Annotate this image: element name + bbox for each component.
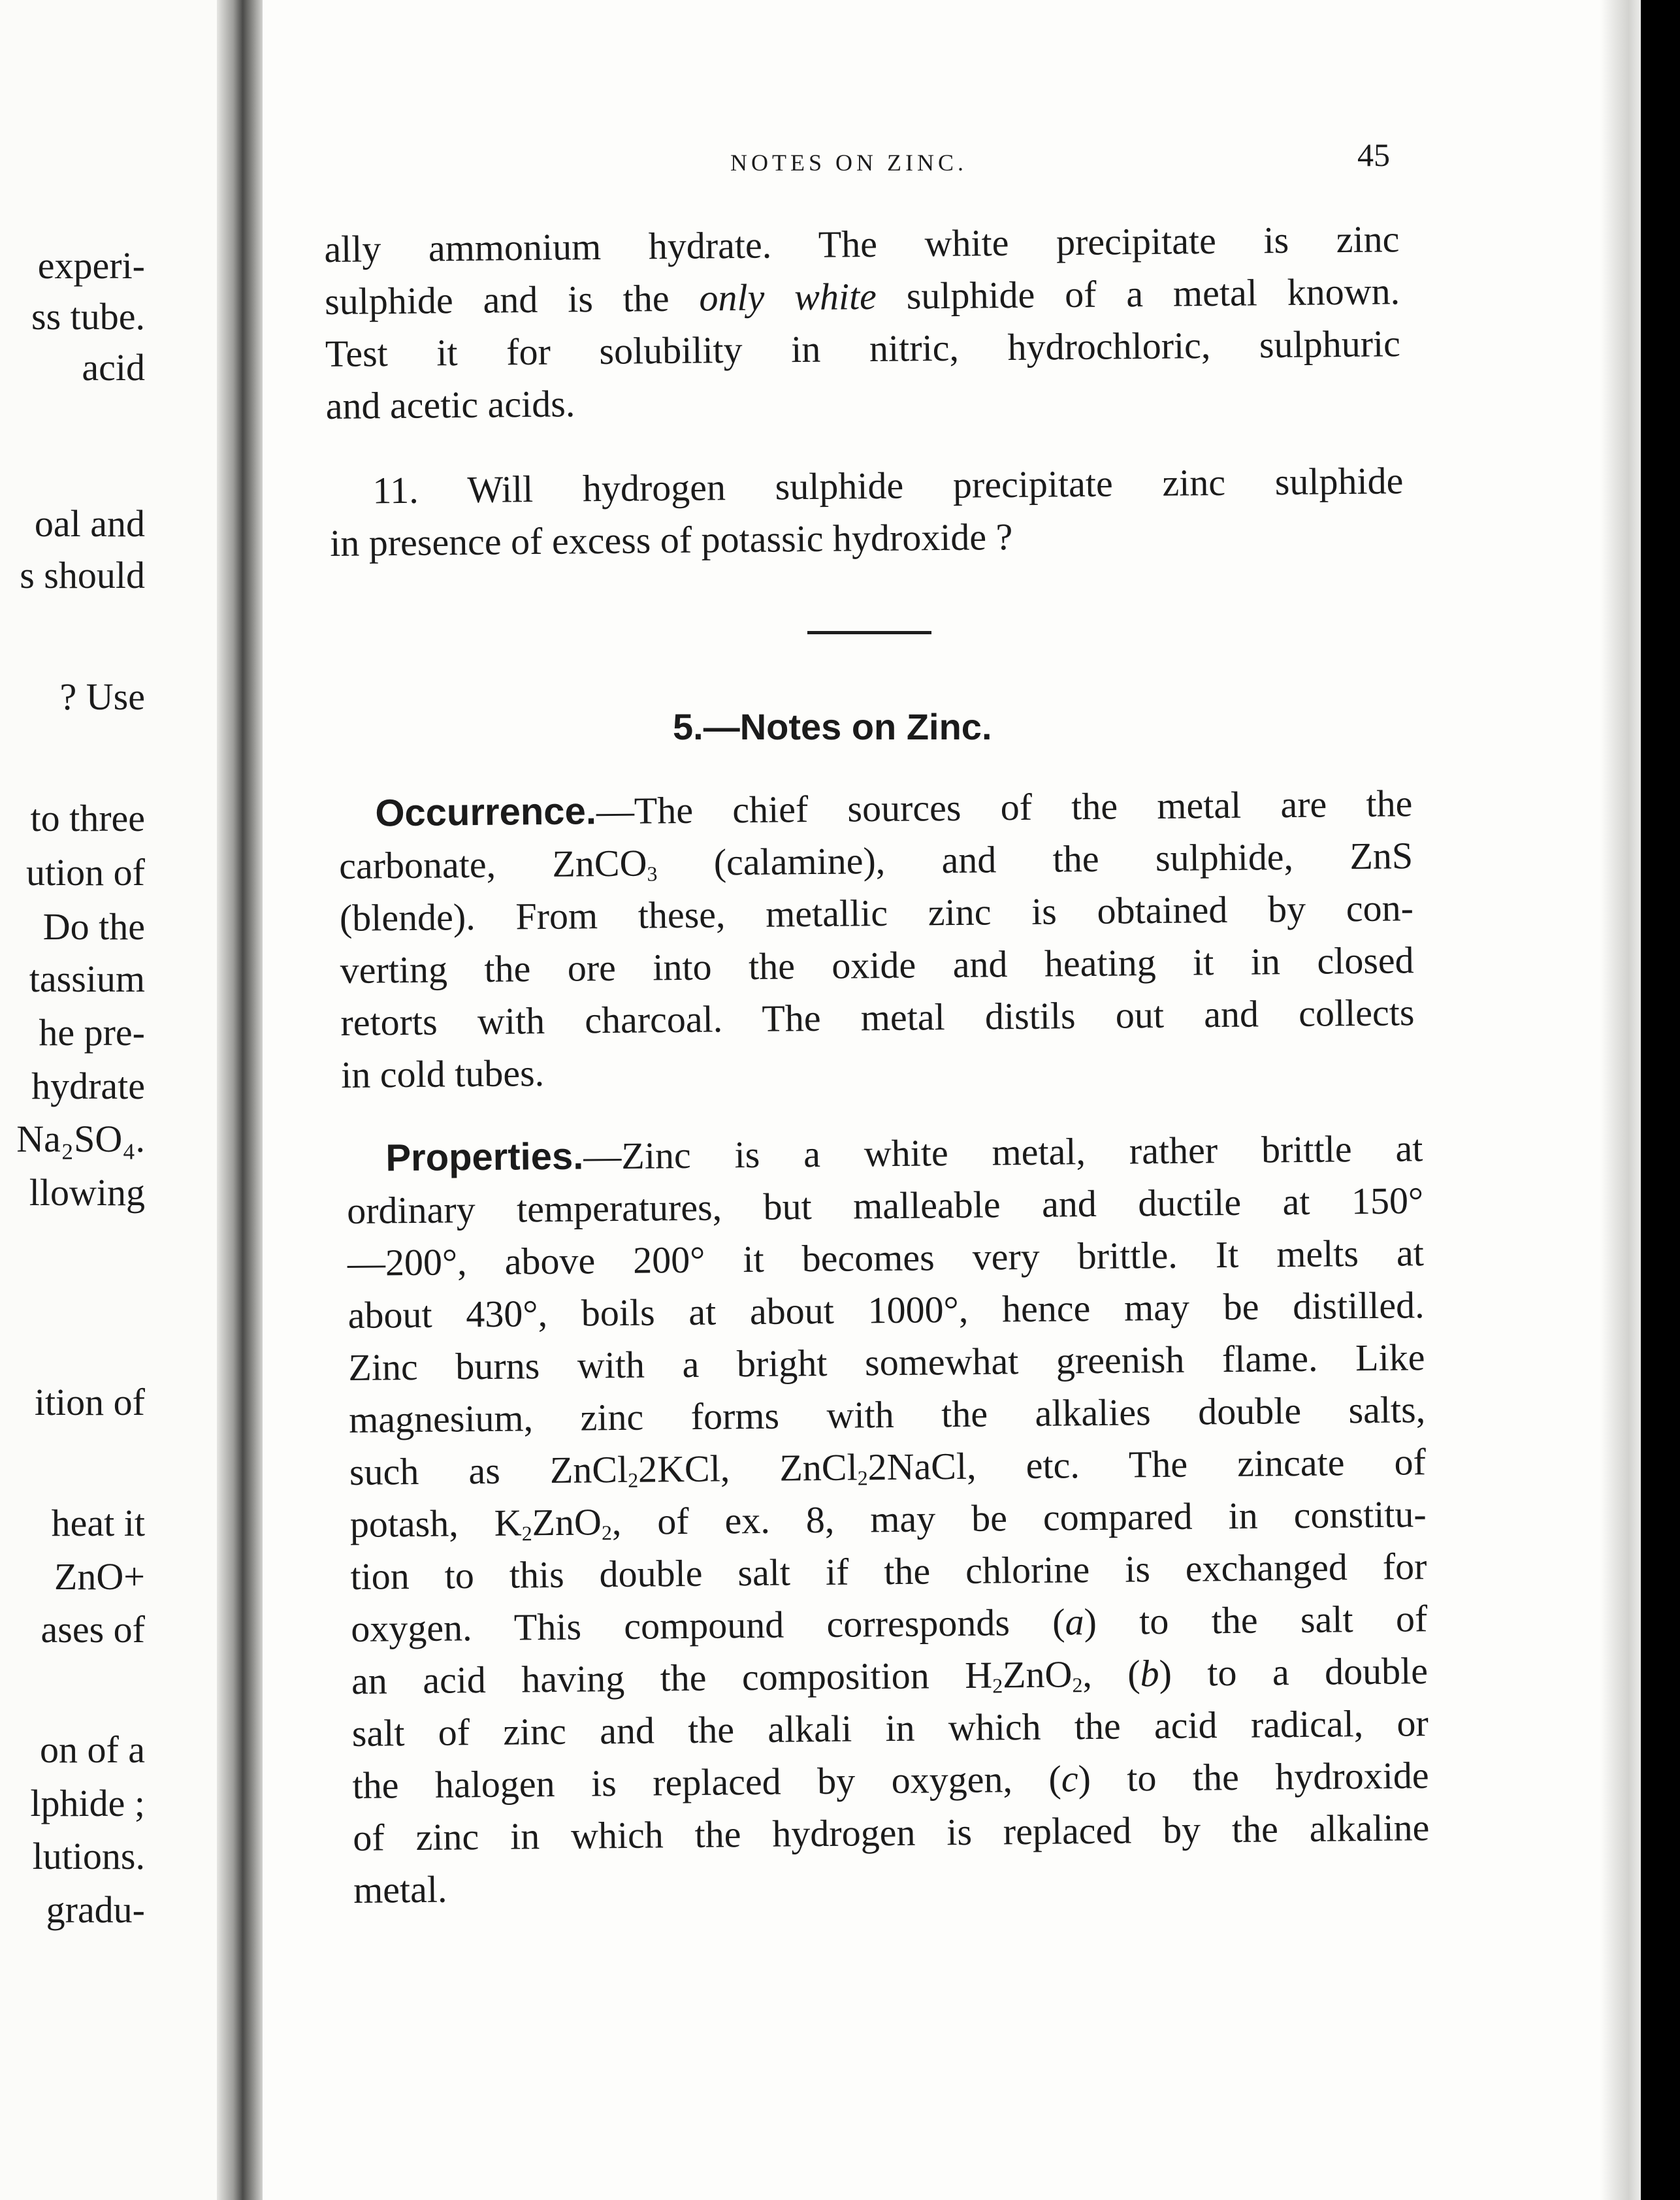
text-line: Properties.—Zinc is a white metal, rather brittle at xyxy=(385,1127,1423,1180)
left-page-line: Na₂SO₄. xyxy=(16,1118,145,1160)
left-page-line: ition of xyxy=(34,1381,145,1423)
text-line: such as ZnCl$_2$2KCl, ZnCl$_2$2NaCl, etc. The zincate of xyxy=(349,1440,1427,1493)
left-page-line: ss tube. xyxy=(31,295,145,338)
book-gutter xyxy=(217,0,264,2200)
left-page-line: ZnO+ xyxy=(54,1555,145,1598)
left-page-line: gradu- xyxy=(46,1888,145,1931)
text-line: verting the ore into the oxide and heating it in closed xyxy=(340,939,1414,992)
section-title: 5.—Notes on Zinc. xyxy=(673,706,992,747)
continuation-paragraph xyxy=(324,213,1401,432)
text-line: Zinc burns with a bright somewhat greenish flame. Like xyxy=(348,1336,1425,1389)
page-number: 45 xyxy=(1357,137,1390,173)
text-line: (blende). From these, metallic zinc is obtained by con- xyxy=(339,886,1414,939)
left-page-line: llowing xyxy=(29,1171,145,1214)
text-line: in presence of excess of potassic hydroxide ? xyxy=(329,515,1013,564)
left-page-line: experi- xyxy=(37,244,145,287)
left-page-line: hydrate xyxy=(31,1065,145,1107)
text-line: retorts with charcoal. The metal distils out and collects xyxy=(340,991,1415,1044)
text-line: and acetic acids. xyxy=(325,382,575,427)
text-line: oxygen. This compound corresponds (a) to the salt of xyxy=(350,1597,1428,1650)
text-line: Test it for solubility in nitric, hydrochloric, sulphuric xyxy=(325,322,1401,375)
emphasis-text: only white xyxy=(699,274,877,319)
text-line: potash, $K_2ZnO_2$, of ex. 8, may be compared in constitu- xyxy=(349,1493,1427,1545)
left-page-line: acid xyxy=(82,346,145,389)
text-line: ally ammonium hydrate. The white precipitate is zinc xyxy=(324,218,1400,270)
text-line: —200°, above 200° it becomes very brittle. It melts at xyxy=(347,1231,1425,1284)
text-line: the halogen is replaced by oxygen, (c) to the hydroxide xyxy=(352,1754,1429,1807)
section-divider xyxy=(807,631,931,634)
left-page-line: lutions. xyxy=(32,1835,145,1877)
left-page-line: to three xyxy=(30,797,145,839)
text-line: 11. Will hydrogen sulphide precipitate zinc sulphide xyxy=(372,459,1404,512)
left-facing-page xyxy=(0,0,236,2200)
run-in-heading: Properties. xyxy=(385,1135,584,1180)
text-line: tion to this double salt if the chlorine is exchanged for xyxy=(350,1545,1427,1598)
left-page-line: oal and xyxy=(34,502,145,545)
properties-paragraph xyxy=(346,1122,1430,1917)
running-head: NOTES ON ZINC. xyxy=(730,150,967,176)
left-page-line: s should xyxy=(20,554,145,596)
text-line: magnesium, zinc forms with the alkalies double salts, xyxy=(348,1388,1426,1441)
left-page-line: he pre- xyxy=(39,1011,145,1054)
scan-border xyxy=(1641,0,1680,2200)
left-page-line: ases of xyxy=(40,1608,145,1651)
left-page-line: heat it xyxy=(51,1502,145,1544)
left-page-line: on of a xyxy=(39,1728,145,1771)
occurrence-paragraph xyxy=(338,777,1415,1101)
text-line: in cold tubes. xyxy=(340,1051,545,1096)
text-line: sulphide and is the only white sulphide of a metal known. xyxy=(324,270,1400,323)
run-in-heading: Occurrence. xyxy=(375,790,597,835)
text-line: Occurrence.—The chief sources of the metal are the xyxy=(375,782,1413,835)
text-line: about 430°, boils at about 1000°, hence may be distilled. xyxy=(347,1284,1425,1336)
text-line: of zinc in which the hydrogen is replaced by the alkaline xyxy=(353,1806,1430,1859)
left-page-line: ution of xyxy=(25,851,145,894)
text-line: metal. xyxy=(353,1868,447,1911)
text-line: carbonate, ZnCO$_3$ (calamine), and the sulphide, ZnS xyxy=(338,834,1413,887)
text-line: ordinary temperatures, but malleable and ductile at 150° xyxy=(346,1179,1424,1232)
left-page-line: lphide ; xyxy=(30,1782,145,1824)
text-line: salt of zinc and the alkali in which the acid radical, or xyxy=(351,1702,1429,1755)
left-page-line: tassium xyxy=(29,958,145,1000)
left-page-line: ? Use xyxy=(59,675,145,718)
page-edge-shadow xyxy=(1600,0,1641,2200)
text-line: an acid having the composition $H_2ZnO_2$, (b) to a double xyxy=(351,1649,1429,1702)
question-11 xyxy=(329,455,1404,570)
left-page-line: Do the xyxy=(42,905,145,948)
